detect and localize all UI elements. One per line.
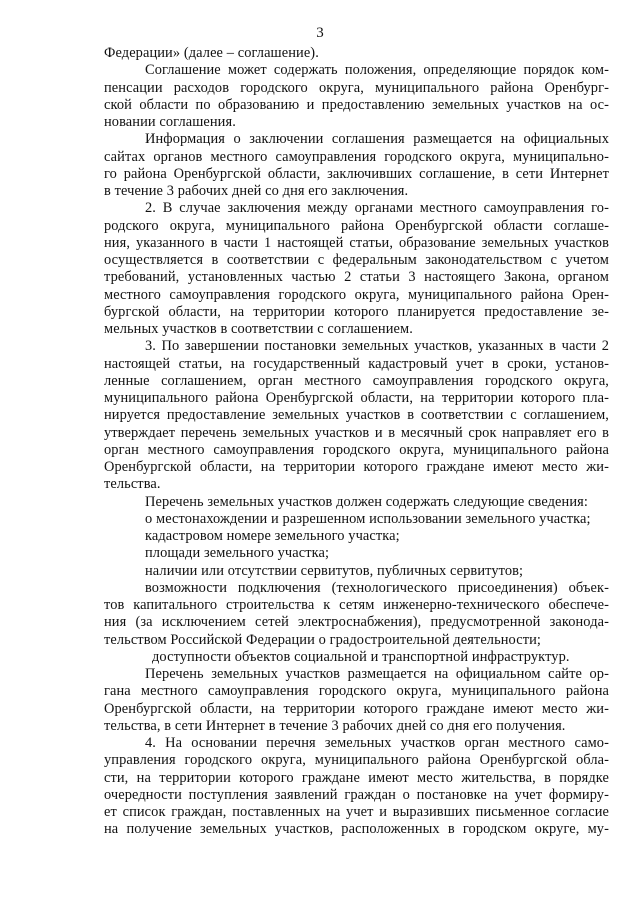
- text-line: сти, на территории которого граждане имеют место жительства, в порядке: [104, 769, 609, 786]
- text-line: возможности подключения (технологического присоединения) объек-: [145, 579, 609, 596]
- page-number: 3: [316, 25, 324, 41]
- text-line: о местонахождении и разрешенном использовании земельного участка;: [145, 510, 591, 527]
- text-line: Информация о заключении соглашения размещается на официальных: [145, 131, 609, 148]
- text-line: тов капитального строительства к сетям инженерно-технического обеспече-: [104, 597, 609, 613]
- text-line: ния (за исключением сетей электроснабжения), предусмотренной законода-: [104, 614, 609, 631]
- text-line: тельством Российской Федерации о градостроительной деятельности;: [104, 631, 541, 648]
- text-line: управления городского округа, муниципального района Оренбургской обла-: [104, 752, 609, 769]
- text-line: ет список граждан, поставленных на учет и выразивших письменное согласие: [104, 804, 609, 820]
- text-line: мельных участков в соответствии с соглашением.: [104, 321, 413, 337]
- text-line: ленные соглашением, орган местного самоуправления городского округа,: [104, 372, 609, 389]
- text-line: осуществляется в соответствии с федеральным законодательством с учетом: [104, 252, 609, 268]
- text-line: орган местного самоуправления городского округа, муниципального района: [104, 441, 609, 458]
- document-body: [104, 45, 609, 839]
- text-line: 2. В случае заключения между органами местного самоуправления го-: [145, 200, 609, 217]
- text-line: в течение 3 рабочих дней со дня его заключения.: [104, 183, 409, 199]
- text-line: нируется предоставление земельных участков в соответствии с соглашением,: [104, 407, 609, 424]
- text-line: родского округа, муниципального района Оренбургской области соглаше-: [104, 217, 609, 234]
- text-line: Федерации» (далее – соглашение).: [104, 45, 319, 61]
- text-line: сайтах органов местного самоуправления городского округа, муниципально-: [104, 148, 609, 165]
- text-line: ской области по образованию и предоставлению земельных участков на ос-: [104, 96, 609, 113]
- text-line: ния, указанного в части 1 настоящей статьи, образование земельных участков: [104, 234, 609, 251]
- text-line: очередности поступления заявлений граждан о постановке на учет формиру-: [104, 786, 609, 803]
- text-line: пенсации расходов городского округа, муниципального района Оренбург-: [104, 79, 609, 96]
- text-line: тельства, в сети Интернет в течение 3 рабочих дней со дня его получения.: [104, 717, 566, 734]
- text-line: площади земельного участка;: [145, 545, 330, 562]
- text-line: настоящей статьи, на государственный кадастровый учет в сроки, установ-: [104, 355, 609, 372]
- text-line: Соглашение может содержать положения, определяющие порядок ком-: [145, 62, 609, 79]
- text-line: Оренбургской области, на территории которого граждане имеют место жи-: [104, 459, 609, 475]
- text-line: муниципального района Оренбургской области, на территории которого пла-: [104, 390, 609, 406]
- text-line: Перечень земельных участков размещается на официальном сайте ор-: [145, 666, 609, 682]
- text-line: наличии или отсутствии сервитутов, публичных сервитутов;: [145, 562, 524, 579]
- text-line: бургской области, на территории которого планируется предоставление зе-: [104, 303, 609, 320]
- text-line: кадастровом номере земельного участка;: [145, 528, 400, 544]
- text-line: 4. На основании перечня земельных участков орган местного само-: [145, 735, 609, 751]
- text-line: Оренбургской области, на территории которого граждане имеют место жи-: [104, 700, 609, 717]
- text-line: тельства.: [104, 476, 161, 493]
- text-line: новании соглашения.: [104, 114, 236, 130]
- text-line: утверждает перечень земельных участков и в месячный срок направляет его в: [104, 424, 609, 441]
- text-line: требований, установленных частью 2 статьи 3 настоящего Закона, органом: [104, 269, 609, 286]
- text-line: гана местного самоуправления городского округа, муниципального района: [104, 683, 609, 700]
- text-line: местного самоуправления городского округа, муниципального района Орен-: [104, 286, 609, 303]
- text-line: доступности объектов социальной и транспортной инфраструктур.: [152, 648, 570, 665]
- text-line: го района Оренбургской области, заключивших соглашение, в сети Интернет: [104, 165, 609, 182]
- text-line: 3. По завершении постановки земельных участков, указанных в части 2: [145, 338, 609, 355]
- text-line: Перечень земельных участков должен содержать следующие сведения:: [145, 493, 588, 510]
- text-line: на получение земельных участков, расположенных в городском округе, му-: [104, 821, 609, 838]
